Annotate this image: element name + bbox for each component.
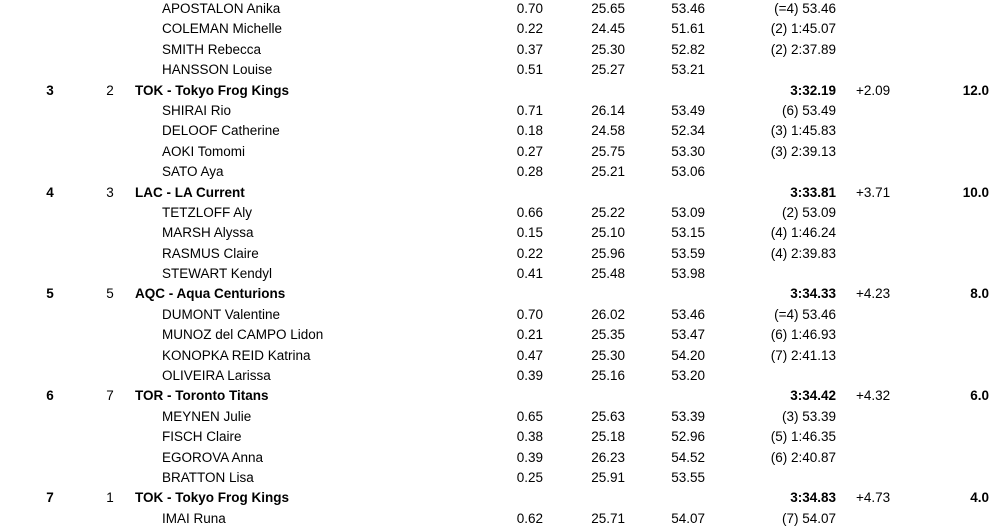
cumulative-split: (=4) 53.46 (774, 306, 836, 322)
points-cell: 10.0 (962, 184, 989, 200)
rank-cell: 4 (46, 184, 54, 200)
swimmer-split-row (0, 509, 1000, 529)
reaction-time: 0.27 (516, 143, 543, 159)
reaction-time: 0.41 (516, 266, 543, 282)
swimmer-split-row (0, 121, 1000, 141)
split-50m: 25.75 (591, 143, 625, 159)
swimmer-split-row (0, 244, 1000, 264)
swimmer-split-row (0, 366, 1000, 386)
swimmer-split-row (0, 346, 1000, 366)
swimmer-name: BRATTON Lisa (162, 469, 254, 485)
split-50m: 25.63 (591, 408, 625, 424)
split-100m: 53.55 (671, 469, 705, 485)
split-50m: 25.96 (591, 245, 625, 261)
split-100m: 51.61 (671, 21, 705, 37)
swimmer-name: DELOOF Catherine (162, 123, 280, 139)
lane-cell: 3 (106, 184, 114, 200)
cumulative-split: (3) 53.39 (781, 408, 836, 424)
reaction-time: 0.18 (516, 123, 543, 139)
rank-cell: 6 (46, 388, 54, 404)
lane-cell: 1 (106, 490, 114, 506)
split-100m: 52.96 (671, 429, 705, 445)
swimmer-split-row (0, 203, 1000, 223)
split-50m: 25.10 (591, 225, 625, 241)
swimmer-name: COLEMAN Michelle (162, 21, 283, 37)
team-result-row (0, 386, 1000, 406)
reaction-time: 0.66 (516, 204, 543, 220)
swimmer-name: MARSH Alyssa (162, 225, 254, 241)
reaction-time: 0.37 (516, 41, 543, 57)
swimmer-split-row (0, 162, 1000, 182)
split-100m: 53.21 (671, 62, 705, 78)
split-100m: 52.82 (671, 41, 705, 57)
reaction-time: 0.65 (516, 408, 543, 424)
split-100m: 53.49 (671, 102, 705, 118)
reaction-time: 0.28 (516, 164, 543, 180)
reaction-time: 0.62 (516, 510, 543, 526)
split-100m: 53.46 (671, 1, 705, 16)
split-50m: 24.58 (591, 123, 625, 139)
split-100m: 53.98 (671, 266, 705, 282)
swimmer-split-row (0, 325, 1000, 345)
reaction-time: 0.51 (516, 62, 543, 78)
reaction-time: 0.39 (516, 368, 543, 384)
split-50m: 26.02 (591, 306, 625, 322)
swimmer-name: HANSSON Louise (162, 62, 273, 78)
split-50m: 25.22 (591, 204, 625, 220)
swimmer-split-row (0, 142, 1000, 162)
team-name: TOK - Tokyo Frog Kings (135, 490, 289, 506)
points-cell: 12.0 (962, 82, 989, 98)
cumulative-split: (5) 1:46.35 (770, 429, 836, 445)
team-result-row (0, 284, 1000, 304)
split-100m: 54.52 (671, 449, 705, 465)
split-100m: 52.34 (671, 123, 705, 139)
team-name: TOK - Tokyo Frog Kings (135, 82, 289, 98)
rank-cell: 5 (46, 286, 54, 302)
swimmer-name: DUMONT Valentine (162, 306, 281, 322)
swimmer-name: IMAI Runa (162, 510, 226, 526)
split-50m: 25.21 (591, 164, 625, 180)
cumulative-split: (4) 2:39.83 (770, 245, 836, 261)
cumulative-split: (6) 53.49 (781, 102, 836, 118)
swimmer-split-row (0, 101, 1000, 121)
split-50m: 25.91 (591, 469, 625, 485)
split-100m: 54.20 (671, 347, 705, 363)
swimmer-name: TETZLOFF Aly (162, 204, 253, 220)
split-100m: 53.46 (671, 306, 705, 322)
cumulative-split: (6) 2:40.87 (770, 449, 836, 465)
cumulative-split: (4) 1:46.24 (770, 225, 836, 241)
split-50m: 25.16 (591, 368, 625, 384)
split-50m: 25.30 (591, 41, 625, 57)
team-result-row (0, 488, 1000, 508)
reaction-time: 0.47 (516, 347, 543, 363)
swimmer-split-row (0, 40, 1000, 60)
split-50m: 25.48 (591, 266, 625, 282)
lane-cell: 2 (106, 82, 114, 98)
reaction-time: 0.15 (516, 225, 543, 241)
reaction-time: 0.70 (516, 306, 543, 322)
swimmer-name: SHIRAI Rio (162, 102, 232, 118)
points-cell: 4.0 (970, 490, 989, 506)
cumulative-split: (2) 2:37.89 (770, 41, 836, 57)
time-behind: +3.71 (856, 184, 891, 200)
team-name: TOR - Toronto Titans (135, 388, 269, 404)
cumulative-split: (7) 54.07 (781, 510, 836, 526)
swimmer-name: SATO Aya (162, 164, 224, 180)
rank-cell: 3 (46, 82, 54, 98)
swimmer-name: MEYNEN Julie (162, 408, 252, 424)
swimmer-split-row (0, 60, 1000, 80)
split-100m: 53.39 (671, 408, 705, 424)
team-result-row (0, 183, 1000, 203)
swimmer-name: KONOPKA REID Katrina (162, 347, 311, 363)
reaction-time: 0.38 (516, 429, 543, 445)
swimmer-name: SMITH Rebecca (162, 41, 262, 57)
reaction-time: 0.70 (516, 1, 543, 16)
swimmer-split-row (0, 19, 1000, 39)
swimmer-name: FISCH Claire (162, 429, 242, 445)
split-100m: 53.59 (671, 245, 705, 261)
split-50m: 26.23 (591, 449, 625, 465)
swimmer-name: STEWART Kendyl (162, 266, 273, 282)
swimmer-split-row (0, 305, 1000, 325)
swimmer-split-row (0, 407, 1000, 427)
final-time: 3:34.33 (790, 286, 836, 302)
reaction-time: 0.22 (516, 21, 543, 37)
reaction-time: 0.25 (516, 469, 543, 485)
split-100m: 53.15 (671, 225, 705, 241)
swimmer-name: APOSTALON Anika (162, 1, 281, 16)
time-behind: +4.32 (856, 388, 891, 404)
cumulative-split: (2) 53.09 (781, 204, 836, 220)
cumulative-split: (2) 1:45.07 (770, 21, 836, 37)
swimmer-name: EGOROVA Anna (162, 449, 264, 465)
reaction-time: 0.39 (516, 449, 543, 465)
final-time: 3:33.81 (790, 184, 836, 200)
split-100m: 53.30 (671, 143, 705, 159)
split-100m: 53.06 (671, 164, 705, 180)
split-100m: 54.07 (671, 510, 705, 526)
points-cell: 6.0 (970, 388, 989, 404)
split-50m: 25.65 (591, 1, 625, 16)
points-cell: 8.0 (970, 286, 989, 302)
split-100m: 53.09 (671, 204, 705, 220)
final-time: 3:34.42 (790, 388, 836, 404)
swimmer-split-row (0, 264, 1000, 284)
rank-cell: 7 (46, 490, 54, 506)
cumulative-split: (3) 2:39.13 (770, 143, 836, 159)
swimmer-name: AOKI Tomomi (162, 143, 246, 159)
cumulative-split: (6) 1:46.93 (770, 327, 836, 343)
reaction-time: 0.21 (516, 327, 543, 343)
split-50m: 25.18 (591, 429, 625, 445)
time-behind: +2.09 (856, 82, 891, 98)
reaction-time: 0.22 (516, 245, 543, 261)
split-100m: 53.20 (671, 368, 705, 384)
cumulative-split: (7) 2:41.13 (770, 347, 836, 363)
team-result-row (0, 81, 1000, 101)
swimmer-split-row (0, 448, 1000, 468)
split-50m: 25.71 (591, 510, 625, 526)
final-time: 3:32.19 (790, 82, 836, 98)
time-behind: +4.73 (856, 490, 891, 506)
swimmer-name: RASMUS Claire (162, 245, 259, 261)
swimmer-split-row (0, 468, 1000, 488)
team-name: AQC - Aqua Centurions (135, 286, 286, 302)
split-100m: 53.47 (671, 327, 705, 343)
cumulative-split: (=4) 53.46 (774, 1, 836, 16)
split-50m: 26.14 (591, 102, 625, 118)
lane-cell: 7 (106, 388, 114, 404)
lane-cell: 5 (106, 286, 114, 302)
time-behind: +4.23 (856, 286, 891, 302)
swimmer-split-row (0, 223, 1000, 243)
split-50m: 24.45 (591, 21, 625, 37)
swimmer-split-row (0, 427, 1000, 447)
split-50m: 25.27 (591, 62, 625, 78)
reaction-time: 0.71 (516, 102, 543, 118)
team-name: LAC - LA Current (135, 184, 245, 200)
swimmer-name: OLIVEIRA Larissa (162, 368, 271, 384)
cumulative-split: (3) 1:45.83 (770, 123, 836, 139)
split-50m: 25.35 (591, 327, 625, 343)
split-50m: 25.30 (591, 347, 625, 363)
final-time: 3:34.83 (790, 490, 836, 506)
swimmer-name: MUNOZ del CAMPO Lidon (162, 327, 324, 343)
swimmer-split-row (0, 0, 1000, 19)
